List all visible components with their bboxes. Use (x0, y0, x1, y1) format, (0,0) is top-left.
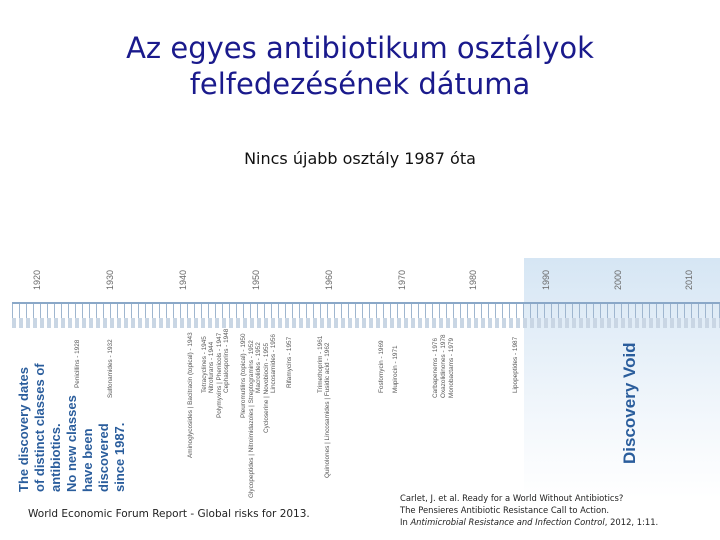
year-label: 1930 (105, 269, 115, 290)
year-label: 1950 (251, 269, 261, 290)
slide-title (0, 30, 720, 102)
class-label: Fosfomycin - 1969 (378, 340, 385, 393)
title-line-2: felfedezésének dátuma (189, 67, 531, 101)
class-label: Carbapenems - 1976 (432, 337, 439, 398)
class-label: Cephalosporins - 1948 (223, 328, 230, 393)
class-label: Cycloserine | Novobiocin - 1955 (263, 342, 270, 433)
class-label: Glycopeptides | Nitroimidazoles | Streptogramins - 1952 (248, 340, 255, 498)
class-label: Quinolones | Lincosamides | Fusidic acid - 1962 (324, 342, 331, 478)
side-note-line: The discovery dates (16, 367, 31, 492)
class-label: Oxazolidinones - 1978 (440, 334, 447, 398)
class-label: Sulfonamides - 1932 (107, 339, 114, 398)
slide-subtitle: Nincs újabb osztály 1987 óta (244, 149, 476, 168)
citation-journal: Antimicrobial Resistance and Infection Control (410, 517, 605, 527)
discovery-void-label: Discovery Void (620, 342, 639, 464)
class-label: Rifamycins - 1957 (286, 336, 293, 388)
class-label: Aminoglycosides | Bacitracin (topical) - 1943 (187, 332, 194, 458)
side-note (16, 363, 128, 492)
class-label: Trimethoprim - 1961 (317, 335, 324, 393)
citation-line-3 (400, 516, 658, 528)
title-line-1: Az egyes antibiotikum osztályok (126, 31, 594, 65)
class-label: Pleuromutilins (topical) - 1950 (240, 333, 247, 418)
source-caption: World Economic Forum Report - Global risks for 2013. (28, 508, 310, 520)
year-label: 1970 (397, 269, 407, 290)
year-label: 2000 (613, 269, 623, 290)
citation-suffix: , 2012, 1:11. (604, 517, 659, 527)
side-note-line: since 1987. (112, 422, 127, 492)
year-label: 1960 (324, 269, 334, 290)
year-label: 1940 (178, 269, 188, 290)
year-label: 1920 (32, 269, 42, 290)
citation (400, 492, 658, 528)
citation-line-1: Carlet, J. et al. Ready for a World Without Antibiotics? (400, 493, 624, 503)
class-label: Mupirocin - 1971 (392, 345, 399, 393)
class-label: Polymyxins | Phenicols - 1947 (216, 332, 223, 418)
class-label: Lincosamides - 1956 (270, 334, 277, 393)
class-label: Lipopeptides - 1987 (512, 336, 519, 393)
class-label: Macrolides - 1952 (255, 342, 262, 393)
citation-prefix: In (400, 517, 408, 527)
side-note-line: of distinct classes of (32, 363, 47, 492)
year-label: 2010 (684, 269, 694, 290)
discovery-timeline-figure (12, 258, 720, 498)
class-label: Penicillins - 1928 (74, 339, 81, 388)
year-label: 1980 (468, 269, 478, 290)
class-label: Monobactams - 1979 (448, 337, 455, 398)
class-label: Nitrofurans - 1944 (208, 341, 215, 393)
timeline-ticks (12, 304, 720, 318)
class-label: Tetracyclines - 1945 (201, 336, 208, 393)
citation-line-2: The Pensieres Antibiotic Resistance Call to Action. (400, 505, 610, 515)
timeline-dashes (12, 318, 720, 328)
side-note-line: antibiotics. (48, 423, 63, 492)
side-note-line: discovered (96, 423, 111, 492)
year-label: 1990 (541, 269, 551, 290)
side-note-line: have been (80, 428, 95, 492)
side-note-line: No new classes (64, 395, 79, 492)
